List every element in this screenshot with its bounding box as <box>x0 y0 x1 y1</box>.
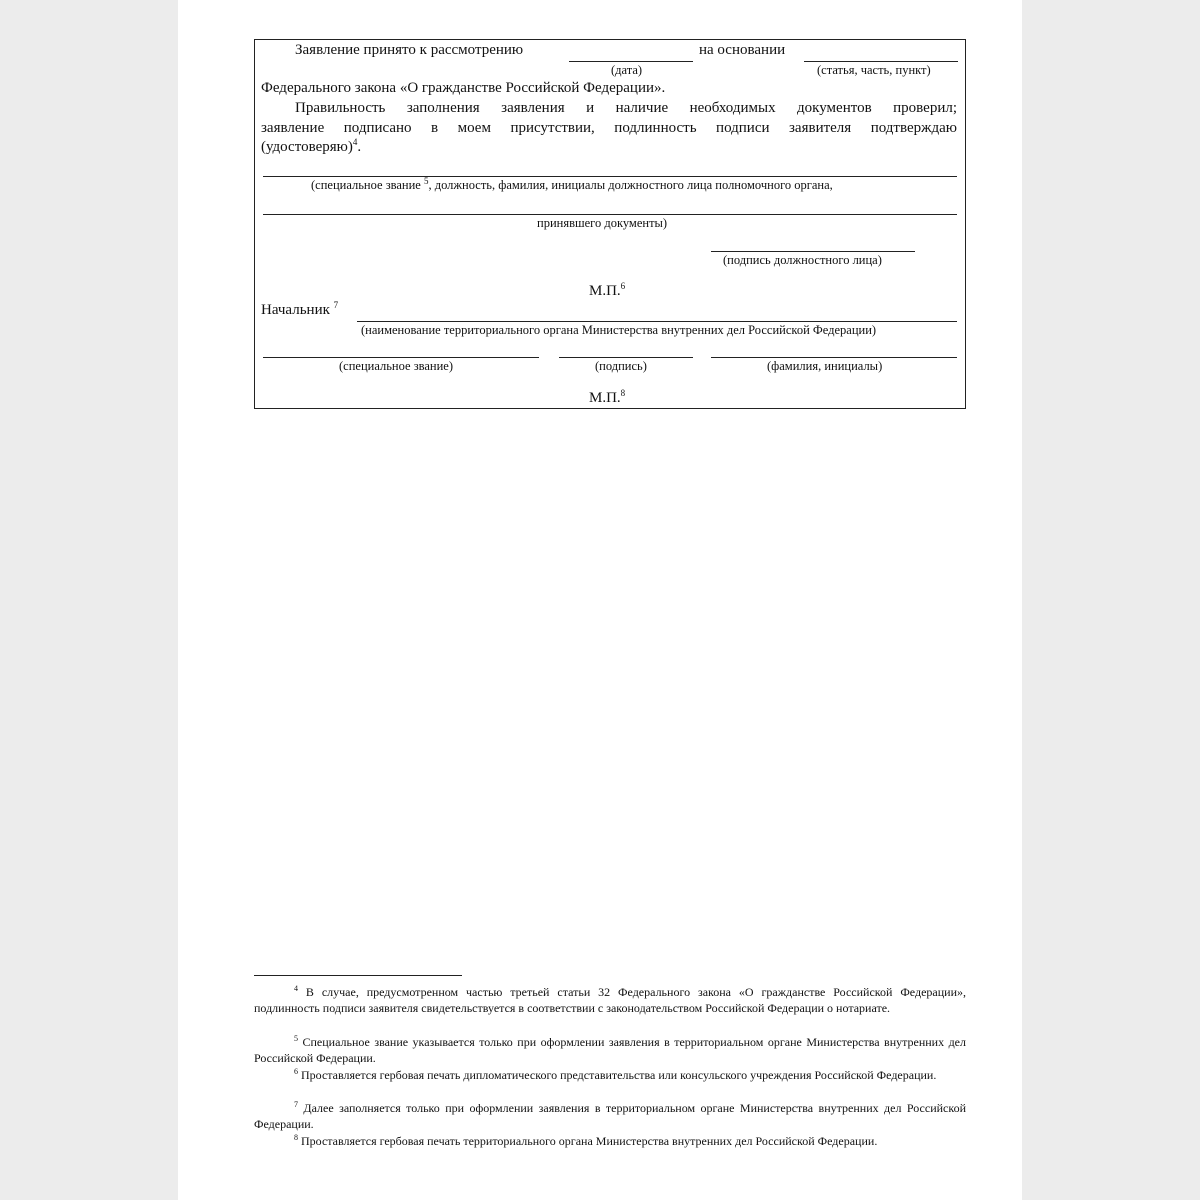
footnote-4: $^4$ В случае, предусмотренном частью третьей статьи 32 Федерального закона «О гражданстве Российской Федерации», подлинность подписи заявителя свидетельствуется в соответствии с законодательством Российской Федерации о нотариате. <box>254 984 966 1016</box>
footnote-ref-4: 4 <box>352 137 358 147</box>
law-line: Федерального закона «О гражданстве Российской Федерации». <box>261 80 666 96</box>
footnote-5: $^5$ Специальное звание указывается только при оформлении заявления в территориальном органе Министерства внутренних дел Российской Федерации. <box>254 1034 966 1066</box>
chief-label: Начальник $^7$ <box>261 300 339 318</box>
officer-blank-1 <box>263 176 957 177</box>
sign-blank <box>559 357 693 358</box>
signature-blank <box>711 251 915 252</box>
org-caption: (наименование территориального органа Министерства внутренних дел Российской Федерации) <box>361 323 877 337</box>
officer-caption-1: (специальное звание $^5$, должность, фамилия, инициалы должностного лица полномочного органа, <box>311 175 833 192</box>
rank-caption: (специальное звание) <box>339 359 454 373</box>
footnote-ref-6: 6 <box>620 281 626 291</box>
officer-caption-2: принявшего документы) <box>537 216 668 230</box>
accepted-label: Заявление принято к рассмотрению <box>295 42 524 58</box>
footnote-ref-5: 5 <box>423 175 429 186</box>
verify-line-3: (удостоверяю)$^4$. <box>261 137 362 155</box>
footnote-ref-8: 8 <box>620 388 626 398</box>
date-caption: (дата) <box>611 63 643 77</box>
acceptance-form-box <box>254 39 966 409</box>
footnote-ref-7: 7 <box>333 300 339 310</box>
article-caption: (статья, часть, пункт) <box>817 63 931 77</box>
article-blank <box>804 61 958 62</box>
basis-label: на основании <box>699 42 786 58</box>
footnote-7: $^7$ Далее заполняется только при оформлении заявления в территориальном органе Министерства внутренних дел Российской Федерации. <box>254 1100 967 1132</box>
seal-mark-2: М.П.$^8$ <box>589 388 626 406</box>
name-caption: (фамилия, инициалы) <box>767 359 883 373</box>
document-page <box>178 0 1022 1200</box>
verify-line-2: заявление подписано в моем присутствии, подлинность подписи заявителя подтверждаю <box>261 120 957 136</box>
seal-mark-1: М.П.$^6$ <box>589 281 626 299</box>
org-blank <box>357 321 957 322</box>
footnote-6: $^6$ Проставляется гербовая печать дипломатического представительства или консульского учреждения Российской Федерации. <box>294 1067 937 1082</box>
verify-line-1: Правильность заполнения заявления и наличие необходимых документов проверил; <box>295 100 957 116</box>
rank-blank <box>263 357 539 358</box>
footnote-separator <box>254 975 462 976</box>
name-blank <box>711 357 957 358</box>
officer-blank-2 <box>263 214 957 215</box>
signature-caption: (подпись должностного лица) <box>723 253 882 267</box>
sign-caption: (подпись) <box>595 359 647 373</box>
footnote-8: $^8$ Проставляется гербовая печать территориального органа Министерства внутренних дел Российской Федерации. <box>294 1133 878 1148</box>
date-blank <box>569 61 693 62</box>
